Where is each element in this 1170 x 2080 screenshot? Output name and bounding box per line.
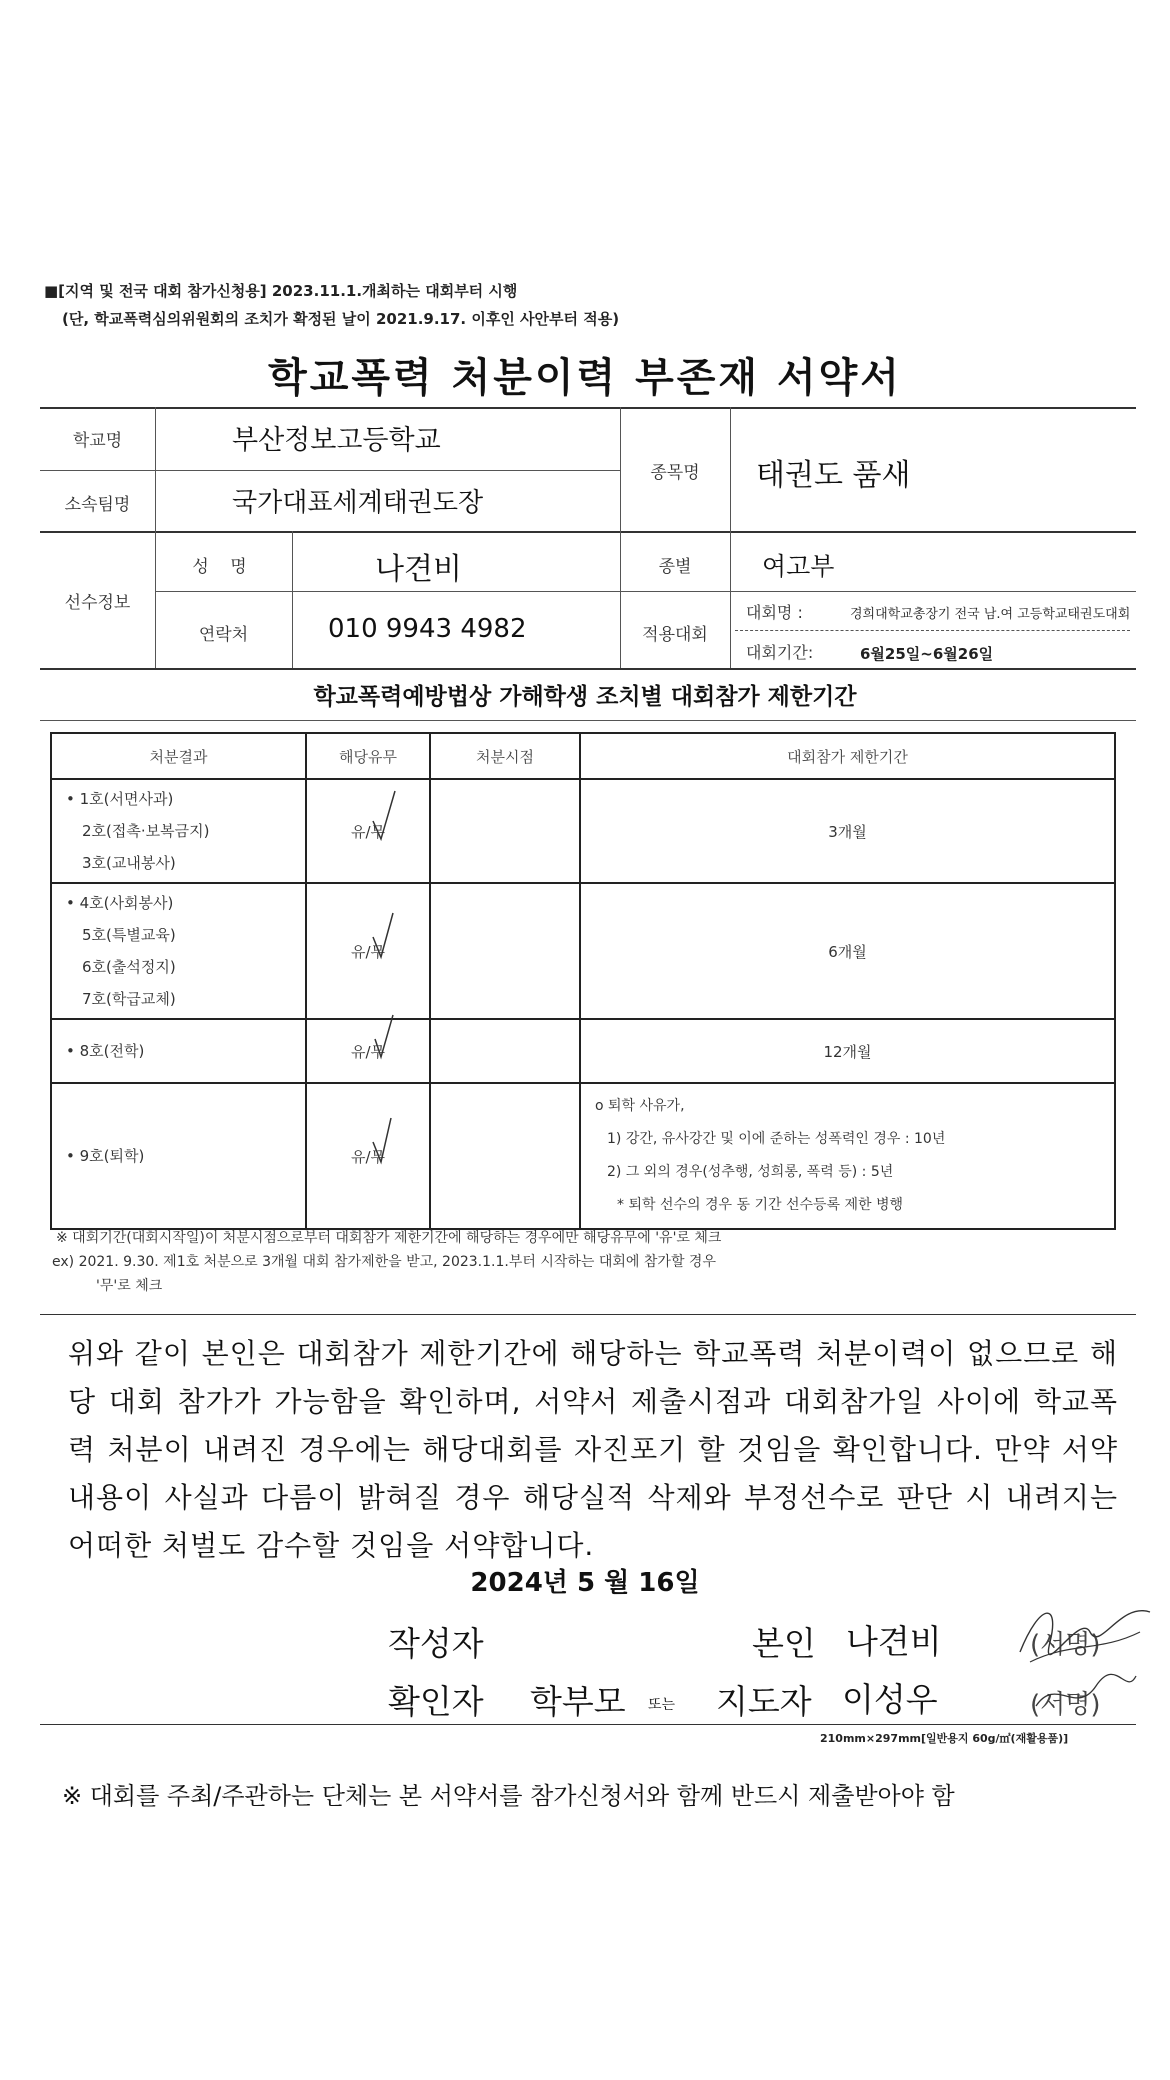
footnote-line: ex) 2021. 9.30. 제1호 처분으로 3개월 대회 참가제한을 받고, 2023.1.1.부터 시작하는 대회에 참가할 경우 <box>52 1254 716 1270</box>
event-label: 종목명 <box>650 463 700 483</box>
name-label: 성 명 <box>192 557 255 577</box>
signature-divider <box>40 1724 1136 1725</box>
pledge-text: 위와 같이 본인은 대회참가 제한기간에 해당하는 학교폭력 처분이력이 없으므로 해당 대회 참가가 가능함을 확인하며, 서약서 제출시점과 대회참가일 사이에 학교폭력 처분이 내려진 경우에는 해당대회를 자진포기 할 것임을 확인합니다. 만약 서약내용이 사실과 다름이 밝혀질 경우 해당실적 삭제와 부정선수로 판단 시 내려지는 어떠한 처벌도 감수할 것임을 서약합니다. <box>68 1337 1118 1562</box>
checkmark-icon <box>369 1007 409 1067</box>
or-label: 또는 <box>648 1697 676 1713</box>
yes-no-cell <box>306 883 430 1019</box>
yes-no-cell <box>306 1083 430 1229</box>
disposition-date-cell <box>430 779 580 883</box>
list-item: 1) 강간, 유사강간 및 이에 준하는 성폭력인 경우 : 10년 <box>607 1131 946 1147</box>
header-disposition: 처분결과 <box>51 733 306 779</box>
signing-date: 2024년 5 월 16일 <box>470 1568 700 1598</box>
coach-seal: (서명) <box>1030 1690 1101 1720</box>
competition-period-value: 6월25일~6월26일 <box>860 645 994 663</box>
table-row <box>51 883 1115 1019</box>
info-divider-main <box>40 531 1136 533</box>
info-table-top-border <box>40 407 1136 409</box>
event-value: 태권도 품새 <box>756 458 911 493</box>
restriction-period-cell: 3개월 <box>580 779 1115 883</box>
disposition-date-cell <box>430 1019 580 1083</box>
yes-no-cell <box>306 779 430 883</box>
info-divider-player <box>155 591 1136 592</box>
table-header-row <box>51 733 1115 779</box>
list-item: 3호(교내봉사) <box>82 854 176 872</box>
subtitle-underline <box>40 720 1136 721</box>
school-label: 학교명 <box>72 431 123 451</box>
expulsion-reasons <box>580 1083 1115 1229</box>
self-seal: (서명) <box>1030 1630 1101 1660</box>
list-item: • 9호(퇴학) <box>66 1147 145 1165</box>
disposition-items <box>51 883 306 1019</box>
list-item: 2) 그 외의 경우(성추행, 성희롱, 폭력 등) : 5년 <box>607 1164 894 1180</box>
info-col-divider <box>292 531 293 668</box>
table-row <box>51 1083 1115 1229</box>
list-item: 5호(특별교육) <box>82 926 176 944</box>
list-item: 6호(출석정지) <box>82 958 176 976</box>
info-divider <box>40 470 620 471</box>
notice-line-2: (단, 학교폭력심의위원회의 조치가 확정된 날이 2021.9.17. 이후인 사안부터 적용) <box>62 310 620 328</box>
competition-name-value: 경희대학교총장기 전국 남.여 고등학교태권도대회 <box>850 607 1131 622</box>
disposition-items <box>51 1083 306 1229</box>
competition-name-label: 대회명 : <box>746 603 803 622</box>
competition-divider <box>735 630 1130 631</box>
footnote <box>52 1226 1136 1298</box>
checkmark-icon <box>369 907 409 967</box>
header-applicable: 해당유무 <box>306 733 430 779</box>
list-item: • 4호(사회봉사) <box>66 894 174 912</box>
list-item: • 8호(전학) <box>66 1042 145 1060</box>
yes-no-value: 유/무 <box>351 821 385 842</box>
competition-period-label: 대회기간: <box>746 643 814 662</box>
signature-scribble-icon <box>1026 1666 1146 1726</box>
disposition-items <box>51 779 306 883</box>
list-item: 7호(학급교체) <box>82 990 176 1008</box>
name-value: 나견비 <box>375 552 462 587</box>
coach-label: 지도자 <box>716 1682 812 1721</box>
self-label: 본인 <box>752 1624 816 1663</box>
team-label: 소속팀명 <box>64 495 131 515</box>
coach-name: 이성우 <box>842 1680 938 1719</box>
restriction-subtitle: 학교폭력예방법상 가해학생 조치별 대회참가 제한기간 <box>313 684 857 710</box>
team-value: 국가대표세계태권도장 <box>232 488 484 518</box>
disposition-date-cell <box>430 1083 580 1229</box>
applied-competition-label: 적용대회 <box>642 625 708 645</box>
contact-label: 연락처 <box>198 625 249 645</box>
disposition-date-cell <box>430 883 580 1019</box>
division-value: 여고부 <box>762 552 835 581</box>
document-title: 학교폭력 처분이력 부존재 서약서 <box>268 355 902 401</box>
list-item: o 퇴학 사유가, <box>595 1098 685 1114</box>
list-item: • 1호(서면사과) <box>66 790 174 808</box>
yes-no-cell <box>306 1019 430 1083</box>
yes-no-value: 유/무 <box>351 1041 385 1062</box>
table-row <box>51 1019 1115 1083</box>
header-restriction-period: 대회참가 제한기간 <box>580 733 1115 779</box>
bottom-note: ※ 대회를 주최/주관하는 단체는 본 서약서를 참가신청서와 함께 반드시 제출받아야 함 <box>62 1782 955 1810</box>
list-item: 2호(접촉·보복금지) <box>82 822 210 840</box>
school-value: 부산정보고등학교 <box>232 425 441 456</box>
footnote-line: ※ 대회기간(대회시작일)이 처분시점으로부터 대회참가 제한기간에 해당하는 경우에만 해당유무에 '유'로 체크 <box>56 1230 722 1246</box>
contact-value: 010 9943 4982 <box>328 614 527 644</box>
disposition-items <box>51 1019 306 1083</box>
self-name: 나견비 <box>846 1622 942 1661</box>
notice-line-1: ■[지역 및 전국 대회 참가신청용] 2023.11.1.개최하는 대회부터 시행 <box>44 282 518 300</box>
restriction-period-cell: 6개월 <box>580 883 1115 1019</box>
writer-label: 작성자 <box>388 1624 484 1663</box>
info-table-bottom-border <box>40 668 1136 670</box>
yes-no-value: 유/무 <box>351 1146 385 1167</box>
footnote-divider <box>40 1314 1136 1315</box>
header-disposition-date: 처분시점 <box>430 733 580 779</box>
player-info-label: 선수정보 <box>64 593 131 613</box>
restriction-table <box>50 732 1116 1230</box>
checkmark-icon <box>369 1112 409 1172</box>
confirm-label: 확인자 <box>388 1682 484 1721</box>
info-col-divider <box>730 407 731 668</box>
paper-spec: 210mm×297mm[일반용지 60g/㎡(재활용품)] <box>820 1732 1069 1745</box>
restriction-period-cell: 12개월 <box>580 1019 1115 1083</box>
list-item: * 퇴학 선수의 경우 동 기간 선수등록 제한 병행 <box>617 1197 904 1213</box>
table-row <box>51 779 1115 883</box>
checkmark-icon <box>369 787 409 847</box>
division-label: 종별 <box>658 557 692 577</box>
parent-label: 학부모 <box>530 1682 626 1721</box>
yes-no-value: 유/무 <box>351 941 385 962</box>
footnote-line: '무'로 체크 <box>96 1278 163 1294</box>
